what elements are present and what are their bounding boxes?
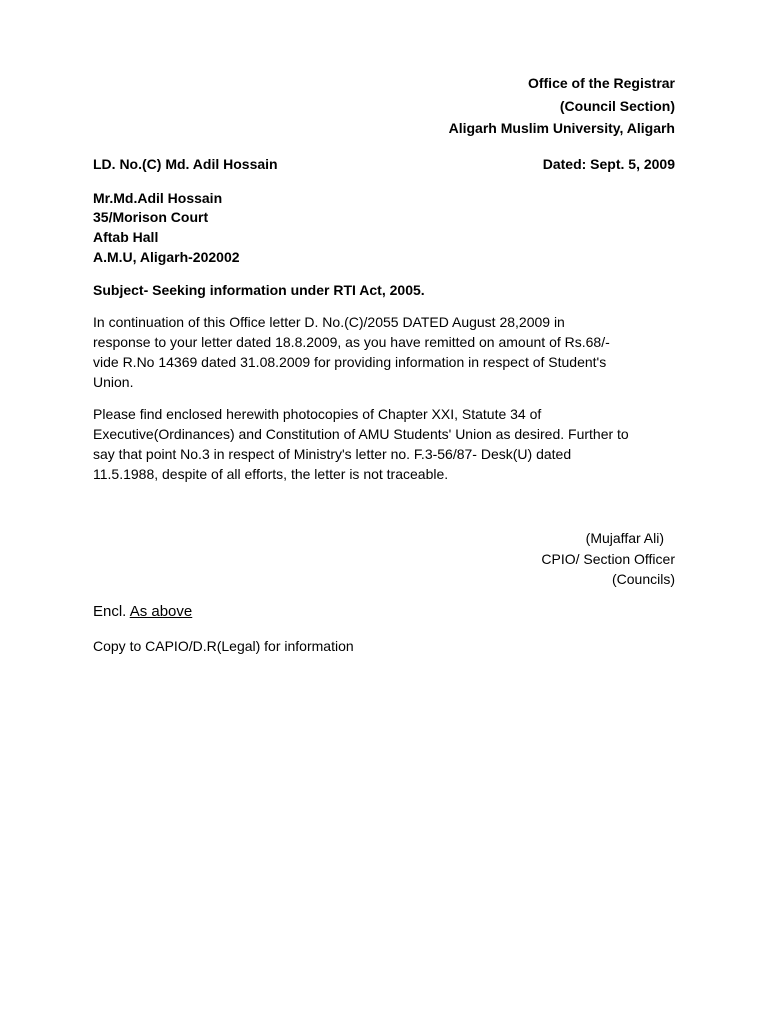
signatory-department: (Councils) xyxy=(611,571,675,587)
reference-number: LD. No.(C) Md. Adil Hossain xyxy=(93,156,278,172)
paragraph-line: vide R.No 14369 dated 31.08.2009 for providing information in respect of Student's xyxy=(93,354,607,370)
enclosure-label: Encl. xyxy=(93,603,127,620)
paragraph-line: Executive(Ordinances) and Constitution of AMU Students' Union as desired. Further to xyxy=(93,426,629,442)
recipient-address-line-3: A.M.U, Aligarh-202002 xyxy=(93,249,240,265)
paragraph-line: Union. xyxy=(93,374,134,390)
body-paragraph-1 xyxy=(93,312,683,392)
enclosure-value: As above xyxy=(129,603,193,620)
university-name: Aligarh Muslim University, Aligarh xyxy=(448,120,675,136)
subject-line: Subject- Seeking information under RTI Act, 2005. xyxy=(93,282,425,298)
office-title: Office of the Registrar xyxy=(527,75,675,91)
body-paragraph-2 xyxy=(93,404,683,484)
recipient-address-line-1: 35/Morison Court xyxy=(93,209,209,225)
council-section: (Council Section) xyxy=(559,98,675,114)
paragraph-line: 11.5.1988, despite of all efforts, the letter is not traceable. xyxy=(93,466,449,482)
signatory-name: (Mujaffar Ali) xyxy=(585,530,664,546)
signatory-designation: CPIO/ Section Officer xyxy=(541,551,675,567)
recipient-name: Mr.Md.Adil Hossain xyxy=(93,190,223,206)
paragraph-line: say that point No.3 in respect of Ministry's letter no. F.3-56/87- Desk(U) dated xyxy=(93,446,572,462)
paragraph-line: Please find enclosed herewith photocopies of Chapter XXI, Statute 34 of xyxy=(93,406,542,422)
enclosure-line xyxy=(93,602,192,622)
letter-date: Dated: Sept. 5, 2009 xyxy=(542,156,675,172)
recipient-address-line-2: Aftab Hall xyxy=(93,229,159,245)
paragraph-line: response to your letter dated 18.8.2009, as you have remitted on amount of Rs.68/- xyxy=(93,334,610,350)
copy-to-line: Copy to CAPIO/D.R(Legal) for information xyxy=(93,638,354,654)
paragraph-line: In continuation of this Office letter D. No.(C)/2055 DATED August 28,2009 in xyxy=(93,314,565,330)
